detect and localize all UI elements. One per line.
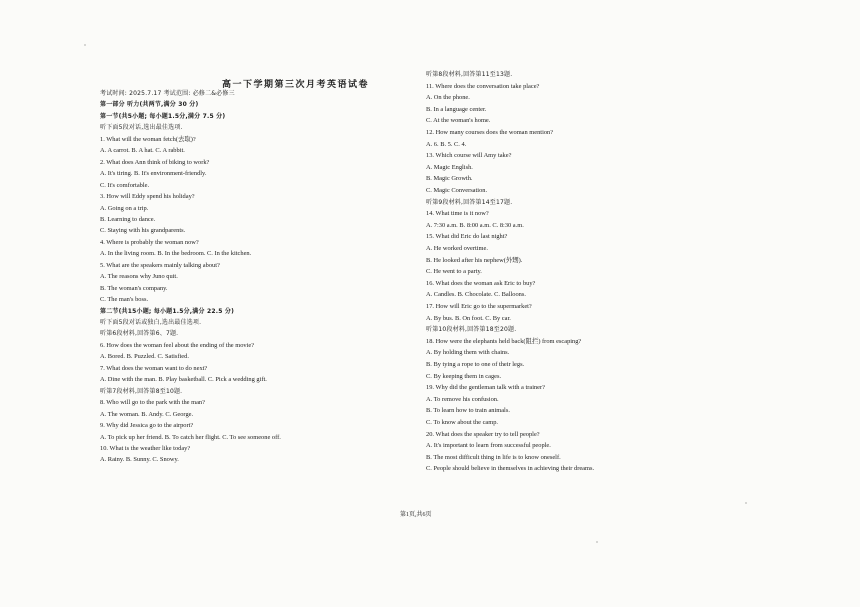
text-line: 听第10段材料,回答第18至20题. [426,326,517,334]
text-line: A. In the living room. B. In the bedroom. C. In the kitchen. [100,250,252,258]
text-line: A. He worked overtime. [426,245,488,252]
text-line: A. Going on a trip. [100,204,149,212]
text-line: 听下面5段对话,选出最佳选项. [100,124,183,132]
text-line: 听第7段材料,回答第8至10题. [100,387,183,395]
text-line: B. The woman's company. [100,284,168,292]
text-line: B. Learning to dance. [100,215,156,223]
text-line: A. Rainy. B. Sunny. C. Snowy. [100,456,179,464]
text-line: 15. What did Eric do last night? [426,233,508,241]
text-line: C. At the woman's home. [426,117,491,125]
text-line: 4. Where is probably the woman now? [100,238,199,246]
text-line: 5. What are the speakers mainly talking about? [100,261,220,269]
text-line: A. By bus. B. On foot. C. By car. [426,314,511,322]
text-line: 12. How many courses does the woman mention? [426,129,554,136]
text-line: A. The reasons why Juno quit. [100,273,178,281]
text-line: B. To learn how to train animals. [426,407,510,415]
text-line: 8. Who will go to the park with the man? [100,399,205,407]
text-line: 听下面5段对话或独白,选出最佳选项. [100,319,202,326]
scan-speck [596,541,598,543]
page-title: 高一下学期第三次月考英语试卷 [222,80,370,90]
text-line: 6. How does the woman feel about the ending of the movie? [100,341,255,349]
text-line: 听第9段材料,回答第14至17题. [426,198,513,206]
text-line: 14. What time is it now? [426,210,489,218]
text-line: B. In a language center. [426,105,487,113]
text-line: A. Dine with the man. B. Play basketball. C. Pick a wedding gift. [100,376,267,384]
text-line: 10. What is the weather like today? [100,444,191,452]
text-line: 9. Why did Jessica go to the airport? [100,422,194,430]
text-line: A. It's important to learn from successful people. [426,442,551,450]
text-line: 19. Why did the gentleman talk with a trainer? [426,384,545,392]
text-line: 听第8段材料,回答第11至13题. [426,71,513,78]
text-line: B. He looked after his nephew(外甥). [426,256,523,264]
text-line: C. It's comfortable. [100,181,150,189]
text-line: A. To pick up her friend. B. To catch her flight. C. To see someone off. [100,433,281,441]
text-line: A. The woman. B. Andy. C. George. [100,410,194,418]
text-line: A. 6. B. 5. C. 4. [426,140,467,148]
text-line: 18. How were the elephants held back(阻拦) from escaping? [426,337,582,345]
text-line: A. To remove his confusion. [426,395,499,403]
text-line: C. By keeping them in cages. [426,372,502,380]
text-line: C. Staying with his grandparents. [100,227,186,235]
text-line: 1. What will the woman fetch(去取)? [100,135,196,143]
text-line: A. A carrot. B. A hat. C. A rabbit. [100,147,185,155]
text-line: A. Bored. B. Puzzled. C. Satisfied. [100,353,189,361]
text-line: C. To know about the camp. [426,419,499,426]
text-line: B. The most difficult thing in life is to know oneself. [426,453,561,461]
text-line: A. Magic English. [426,163,473,171]
page-footer: 第1页,共6页 [400,512,432,518]
scan-speck [84,44,86,46]
text-line: 17. How will Eric go to the supermarket? [426,303,532,310]
text-line: B. Magic Growth. [426,175,473,183]
text-line: C. He went to a party. [426,268,482,276]
text-line: C. Magic Conversation. [426,187,488,194]
text-line: 2. What does Ann think of biking to work? [100,158,210,166]
text-line: 第一节(共5小题; 每小题1.5分,满分 7.5 分) [100,112,226,120]
text-line: 听第6段材料,回答第6、7题. [100,330,179,338]
text-line: 第二节(共15小题; 每小题1.5分,满分 22.5 分) [100,307,235,315]
text-line: 7. What does the woman want to do next? [100,364,208,372]
text-line: 16. What does the woman ask Eric to buy? [426,279,536,287]
text-line: 考试时间: 2025.7.17 考试范围: 必修二&必修三 [100,90,235,97]
text-line: 3. How will Eddy spend his holiday? [100,193,195,201]
text-line: 20. What does the speaker try to tell people? [426,430,540,438]
text-line: 13. Which course will Amy take? [426,152,512,160]
text-line: 11. Where does the conversation take place? [426,82,540,90]
scan-speck [745,502,747,504]
text-line: C. The man's boss. [100,296,149,304]
text-line: 第一部分 听力(共两节,满分 30 分) [100,101,199,109]
text-line: A. It's tiring. B. It's environment-friendly. [100,170,207,178]
text-line: A. 7:30 a.m. B. 8:00 a.m. C. 8:30 a.m. [426,221,524,229]
text-line: B. By tying a rope to one of their legs. [426,361,525,368]
text-line: A. By holding them with chains. [426,349,510,357]
text-line: A. Candles. B. Chocolate. C. Balloons. [426,291,526,299]
text-line: A. On the phone. [426,94,470,102]
text-line: C. People should believe in themselves in achieving their dreams. [426,465,595,473]
